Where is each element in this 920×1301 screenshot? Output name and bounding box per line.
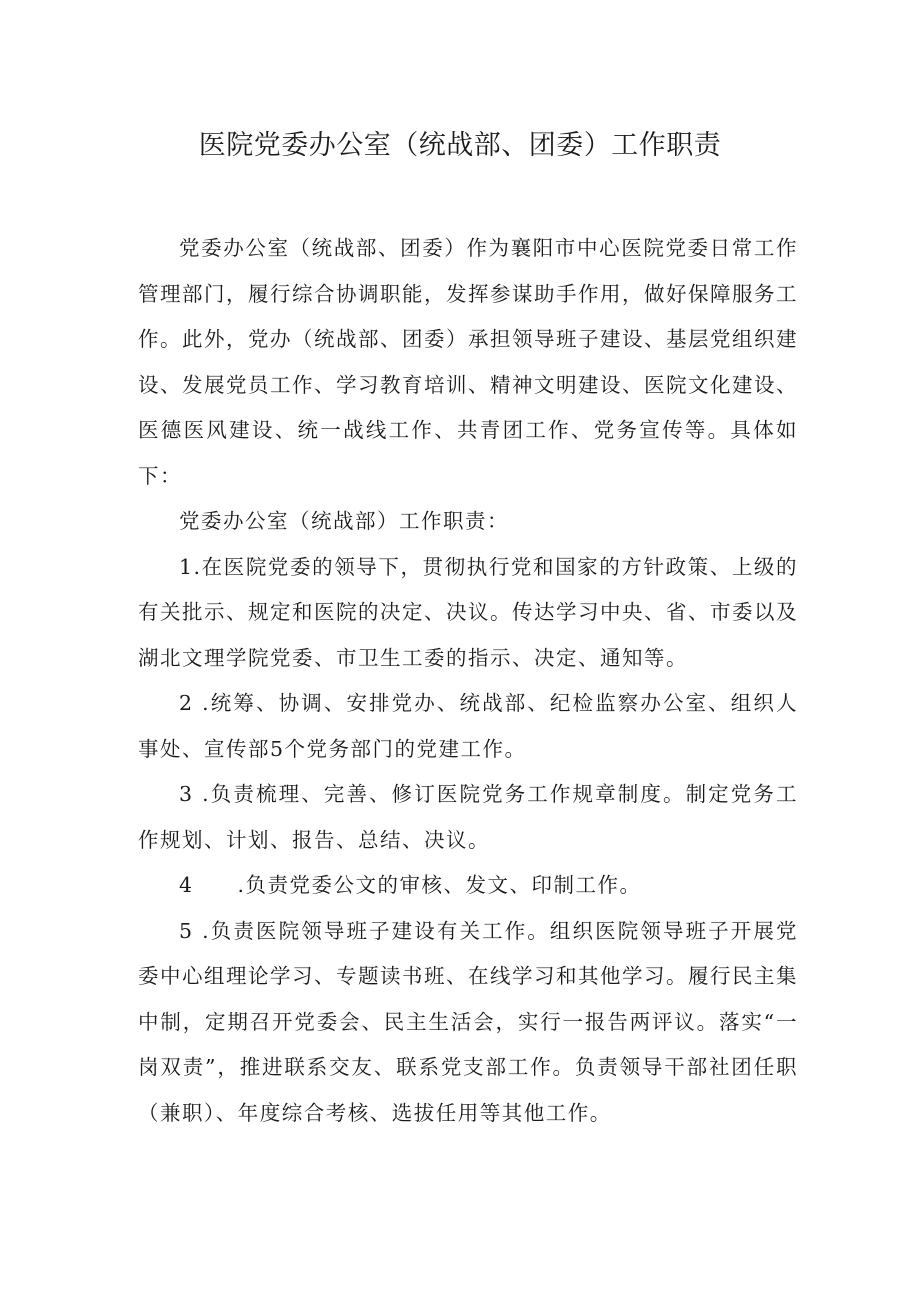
duty-item-1: 1.在医院党委的领导下，贯彻执行党和国家的方针政策、上级的有关批示、规定和医院的决定、决议。传达学习中央、省、市委以及湖北文理学院党委、市卫生工委的指示、决定、通知等。 <box>138 554 798 670</box>
document-title: 医院党委办公室（统战部、团委）工作职责 <box>198 130 722 161</box>
duty-item-5: 5 .负责医院领导班子建设有关工作。组织医院领导班子开展党委中心组理论学习、专题读书班、在线学习和其他学习。履行民主集中制，定期召开党委会、民主生活会，实行一报告两评议。落实“一岗双责”，推进联系交友、联系党支部工作。负责领导干部社团任职（兼职）、年度综合考核、选拔任用等其他工作。 <box>138 918 798 1125</box>
intro-paragraph: 党委办公室（统战部、团委）作为襄阳市中心医院党委日常工作管理部门，履行综合协调职能，发挥参谋助手作用，做好保障服务工作。此外，党办（统战部、团委）承担领导班子建设、基层党组织建设、发展党员工作、学习教育培训、精神文明建设、医院文化建设、医德医风建设、统一战线工作、共青团工作、党务宣传等。具体如下： <box>138 236 798 488</box>
duty-item-4: 4 .负责党委公文的审核、发文、印制工作。 <box>179 873 642 897</box>
duty-item-3: 3 .负责梳理、完善、修订医院党务工作规章制度。制定党务工作规划、计划、报告、总结、决议。 <box>138 782 798 852</box>
section-heading: 党委办公室（统战部）工作职责： <box>179 509 509 533</box>
duty-item-2: 2 .统筹、协调、安排党办、统战部、纪检监察办公室、组织人事处、宣传部5个党务部门的党建工作。 <box>138 691 798 761</box>
document-body <box>138 226 798 1136</box>
